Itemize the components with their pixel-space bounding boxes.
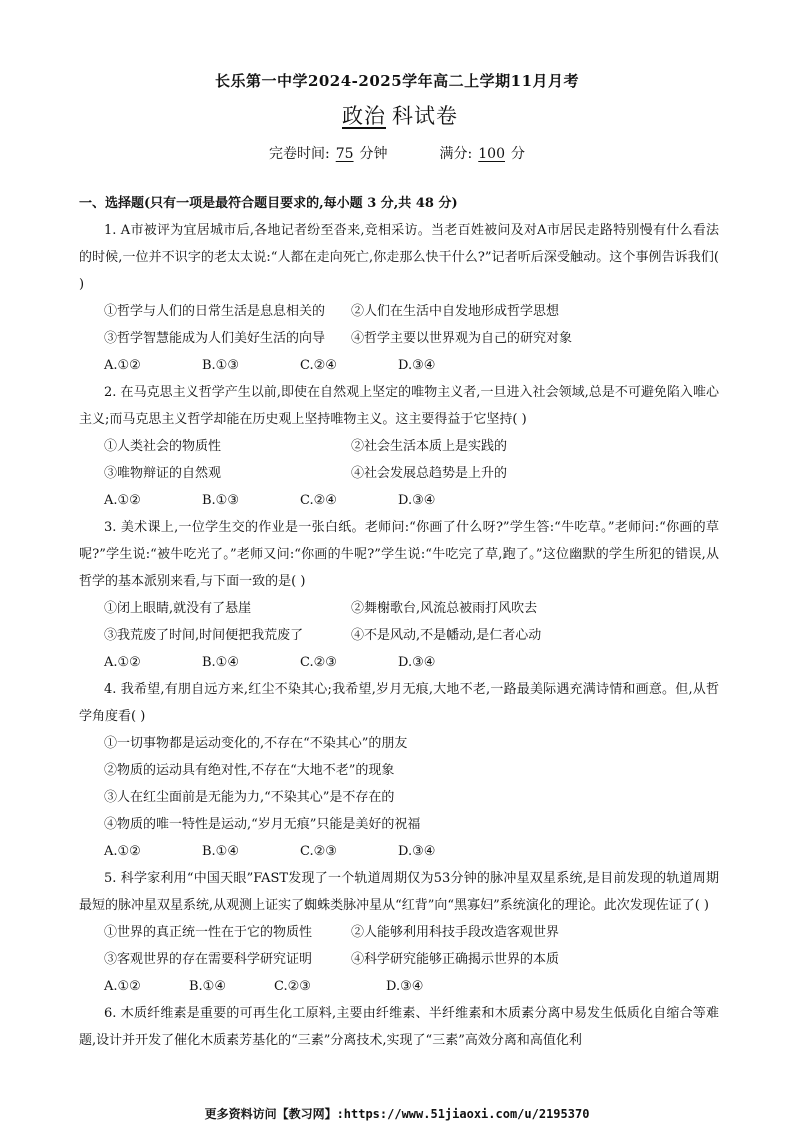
answer-choice: D.③④ bbox=[398, 358, 436, 373]
option: ①世界的真正统一性在于它的物质性 bbox=[104, 925, 313, 940]
answer-choices bbox=[79, 487, 719, 514]
score-unit: 分 bbox=[511, 146, 525, 162]
answer-choice: A.①② bbox=[104, 979, 141, 994]
subject-suffix: 科试卷 bbox=[392, 104, 458, 128]
answer-choice: D.③④ bbox=[386, 979, 424, 994]
question-stem: 5. 科学家利用“中国天眼”FAST发现了一个轨道周期仅为53分钟的脉冲星双星系统,是目前发现的轨道周期最短的脉冲星双星系统,从观测上证实了蜘蛛类脉冲星从“红背”向“黑寡妇”系统演化的理论。此次发现佐证了( ) bbox=[79, 871, 719, 913]
option-row bbox=[79, 298, 719, 325]
footer-link[interactable]: 更多资料访问【教习网】:https://www.51jiaoxi.com/u/2195370 bbox=[204, 1107, 590, 1121]
answer-choice: B.①④ bbox=[202, 655, 239, 670]
question-stem: 2. 在马克思主义哲学产生以前,即使在自然观上坚定的唯物主义者,一旦进入社会领域,总是不可避免陷入唯心主义;而马克思主义哲学却能在历史观上坚持唯物主义。这主要得益于它坚持( ) bbox=[79, 385, 719, 427]
subject-name: 政治 bbox=[342, 104, 386, 128]
answer-choice: A.①② bbox=[104, 358, 141, 373]
option-row bbox=[79, 919, 719, 946]
option-row bbox=[79, 622, 719, 649]
question-stem: 4. 我希望,有朋自远方来,红尘不染其心;我希望,岁月无痕,大地不老,一路最美际遇充满诗情和画意。但,从哲学角度看( ) bbox=[79, 682, 719, 724]
answer-choices bbox=[79, 973, 719, 1000]
answer-choice: D.③④ bbox=[398, 655, 436, 670]
option-row bbox=[79, 595, 719, 622]
answer-choice: C.②④ bbox=[300, 493, 337, 508]
option: ④社会发展总趋势是上升的 bbox=[351, 466, 508, 481]
option: ①人类社会的物质性 bbox=[104, 439, 222, 454]
answer-choice: C.②③ bbox=[300, 844, 337, 859]
option: ③客观世界的存在需要科学研究证明 bbox=[104, 952, 313, 967]
option: ③人在红尘面前是无能为力,“不染其心”是不存在的 bbox=[104, 790, 395, 805]
option: ④物质的唯一特性是运动,“岁月无痕”只能是美好的祝福 bbox=[104, 817, 421, 832]
question-stem: 3. 美术课上,一位学生交的作业是一张白纸。老师问:“你画了什么呀?”学生答:“牛吃草。”老师问:“你画的草呢?”学生说:“被牛吃光了。”老师又问:“你画的牛呢?”学生说:“牛吃完了草,跑了。”这位幽默的学生所犯的错误,从哲学的基本派别来看,与下面一致的是( ) bbox=[79, 520, 719, 589]
section-header: 一、选择题(只有一项是最符合题目要求的,每小题 3 分,共 48 分) bbox=[79, 196, 458, 211]
answer-choices bbox=[79, 649, 719, 676]
option: ④哲学主要以世界观为自己的研究对象 bbox=[351, 331, 573, 346]
option: ①哲学与人们的日常生活是息息相关的 bbox=[104, 304, 326, 319]
question-stem: 6. 木质纤维素是重要的可再生化工原料,主要由纤维素、半纤维素和木质素分离中易发生低质化自缩合等难题,设计并开发了催化木质素芳基化的“三素”分离技术,实现了“三素”高效分离和高值化利 bbox=[79, 1006, 719, 1048]
exam-meta bbox=[0, 143, 794, 163]
option: ②人们在生活中自发地形成哲学思想 bbox=[351, 304, 560, 319]
answer-choice: B.①④ bbox=[202, 844, 239, 859]
option: ④科学研究能够正确揭示世界的本质 bbox=[351, 952, 560, 967]
answer-choice: A.①② bbox=[104, 493, 141, 508]
time-unit: 分钟 bbox=[359, 146, 388, 162]
answer-choice: D.③④ bbox=[398, 493, 436, 508]
option: ②社会生活本质上是实践的 bbox=[351, 439, 508, 454]
answer-choice: A.①② bbox=[104, 655, 141, 670]
answer-choice: B.①③ bbox=[202, 493, 239, 508]
score-value: 100 bbox=[478, 146, 505, 162]
option: ③哲学智慧能成为人们美好生活的向导 bbox=[104, 331, 326, 346]
option: ①闭上眼睛,就没有了悬崖 bbox=[104, 601, 252, 616]
option: ②人能够利用科技手段改造客观世界 bbox=[351, 925, 560, 940]
answer-choice: C.②③ bbox=[274, 979, 311, 994]
score-label: 满分: bbox=[439, 146, 473, 162]
option: ②物质的运动具有绝对性,不存在“大地不老”的现象 bbox=[104, 763, 395, 778]
option-row bbox=[79, 460, 719, 487]
option: ①一切事物都是运动变化的,不存在“不染其心”的朋友 bbox=[104, 736, 408, 751]
time-value: 75 bbox=[335, 146, 354, 162]
question-stem: 1. A市被评为宜居城市后,各地记者纷至沓来,竞相采访。当老百姓被问及对A市居民走路特别慢有什么看法的时候,一位并不识字的老太太说:“人都在走向死亡,你走那么快干什么?”记者听后深受触动。这个事例告诉我们( ) bbox=[79, 223, 719, 292]
option-row bbox=[79, 946, 719, 973]
answer-choice: A.①② bbox=[104, 844, 141, 859]
questions-body bbox=[79, 190, 719, 1054]
subject-title bbox=[0, 100, 794, 130]
option: ④不是风动,不是幡动,是仁者心动 bbox=[351, 628, 542, 643]
option-row bbox=[79, 325, 719, 352]
school-exam-title: 长乐第一中学2024-2025学年高二上学期11月月考 bbox=[214, 72, 580, 90]
option: ③唯物辩证的自然观 bbox=[104, 466, 222, 481]
answer-choice: D.③④ bbox=[398, 844, 436, 859]
answer-choice: B.①④ bbox=[189, 979, 226, 994]
answer-choice: B.①③ bbox=[202, 358, 239, 373]
time-label: 完卷时间: bbox=[269, 146, 330, 162]
answer-choices bbox=[79, 352, 719, 379]
option: ③我荒废了时间,时间便把我荒废了 bbox=[104, 628, 304, 643]
option-row bbox=[79, 433, 719, 460]
option: ②舞榭歌台,风流总被雨打风吹去 bbox=[351, 601, 538, 616]
answer-choice: C.②④ bbox=[300, 358, 337, 373]
answer-choices bbox=[79, 838, 719, 865]
answer-choice: C.②③ bbox=[300, 655, 337, 670]
